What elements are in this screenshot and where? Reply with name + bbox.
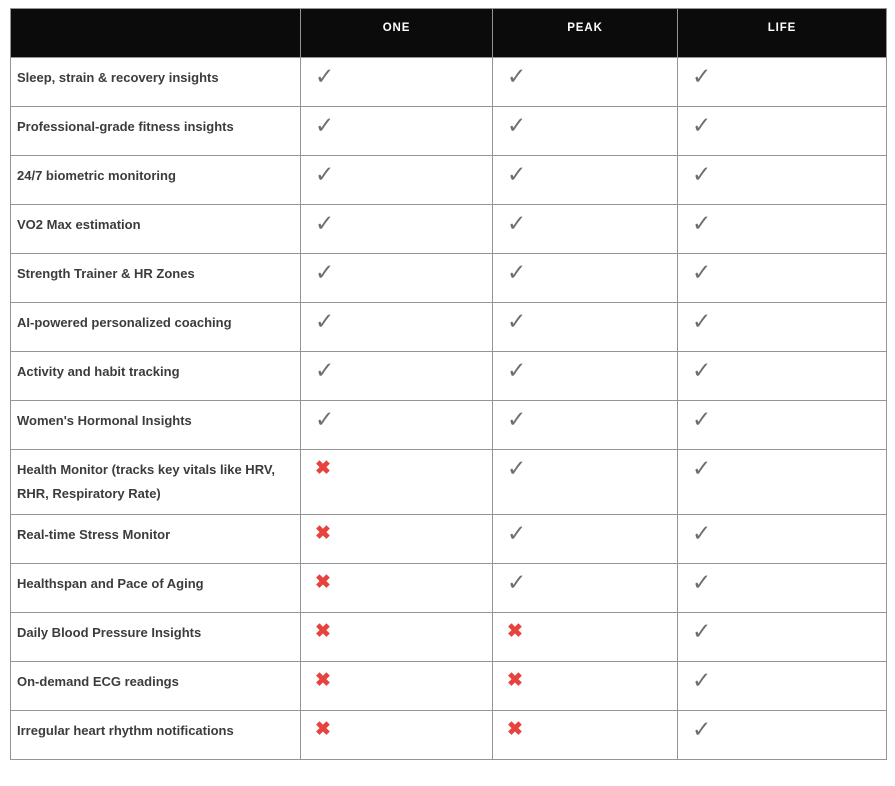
check-icon: ✓ — [692, 569, 712, 595]
cell-one — [301, 662, 493, 711]
feature-label: Women's Hormonal Insights — [11, 401, 301, 450]
table-row — [11, 450, 887, 515]
feature-label: Strength Trainer & HR Zones — [11, 254, 301, 303]
table-row — [11, 352, 887, 401]
feature-label: VO2 Max estimation — [11, 205, 301, 254]
table-row — [11, 613, 887, 662]
cell-peak — [493, 303, 678, 352]
cell-one — [301, 352, 493, 401]
cross-icon: ✖ — [507, 621, 523, 642]
table-row — [11, 254, 887, 303]
cross-icon: ✖ — [315, 458, 331, 479]
check-icon: ✓ — [507, 308, 527, 334]
cross-icon: ✖ — [315, 523, 331, 544]
feature-label: Real-time Stress Monitor — [11, 515, 301, 564]
check-icon: ✓ — [692, 667, 712, 693]
cell-life — [678, 564, 887, 613]
check-icon: ✓ — [507, 259, 527, 285]
cell-life — [678, 450, 887, 515]
check-icon: ✓ — [315, 112, 335, 138]
cell-one — [301, 205, 493, 254]
cell-life — [678, 254, 887, 303]
table-row — [11, 303, 887, 352]
cross-icon: ✖ — [315, 670, 331, 691]
cross-icon: ✖ — [507, 719, 523, 740]
feature-label: Irregular heart rhythm notifications — [11, 711, 301, 760]
cell-peak — [493, 352, 678, 401]
table-row — [11, 711, 887, 760]
cell-peak — [493, 515, 678, 564]
feature-label: Sleep, strain & recovery insights — [11, 58, 301, 107]
check-icon: ✓ — [507, 455, 527, 481]
table-row — [11, 401, 887, 450]
cell-peak — [493, 450, 678, 515]
check-icon: ✓ — [315, 357, 335, 383]
check-icon: ✓ — [507, 161, 527, 187]
column-header-life: LIFE — [678, 9, 887, 58]
cell-life — [678, 107, 887, 156]
check-icon: ✓ — [692, 618, 712, 644]
check-icon: ✓ — [315, 308, 335, 334]
check-icon: ✓ — [692, 161, 712, 187]
cross-icon: ✖ — [315, 572, 331, 593]
column-header-peak: PEAK — [493, 9, 678, 58]
check-icon: ✓ — [692, 357, 712, 383]
cell-one — [301, 515, 493, 564]
check-icon: ✓ — [315, 210, 335, 236]
table-row — [11, 515, 887, 564]
check-icon: ✓ — [315, 259, 335, 285]
cross-icon: ✖ — [315, 621, 331, 642]
cell-life — [678, 352, 887, 401]
feature-label: Professional-grade fitness insights — [11, 107, 301, 156]
cell-one — [301, 107, 493, 156]
cell-peak — [493, 254, 678, 303]
check-icon: ✓ — [507, 210, 527, 236]
cell-one — [301, 303, 493, 352]
cell-one — [301, 254, 493, 303]
check-icon: ✓ — [692, 308, 712, 334]
feature-label: On-demand ECG readings — [11, 662, 301, 711]
table-row — [11, 662, 887, 711]
cell-peak — [493, 156, 678, 205]
cell-peak — [493, 613, 678, 662]
cell-peak — [493, 107, 678, 156]
feature-label: Health Monitor (tracks key vitals like HRV, RHR, Respiratory Rate) — [11, 450, 301, 515]
cell-life — [678, 58, 887, 107]
cell-one — [301, 564, 493, 613]
check-icon: ✓ — [507, 112, 527, 138]
plan-comparison-table — [10, 8, 887, 760]
cell-peak — [493, 205, 678, 254]
feature-label: Activity and habit tracking — [11, 352, 301, 401]
check-icon: ✓ — [692, 210, 712, 236]
cell-life — [678, 515, 887, 564]
feature-label: 24/7 biometric monitoring — [11, 156, 301, 205]
table-row — [11, 156, 887, 205]
table-row — [11, 107, 887, 156]
check-icon: ✓ — [692, 455, 712, 481]
cell-peak — [493, 58, 678, 107]
feature-table-body — [11, 58, 887, 760]
cell-one — [301, 711, 493, 760]
cell-one — [301, 156, 493, 205]
check-icon: ✓ — [507, 406, 527, 432]
check-icon: ✓ — [507, 569, 527, 595]
feature-label: Healthspan and Pace of Aging — [11, 564, 301, 613]
cell-peak — [493, 662, 678, 711]
check-icon: ✓ — [507, 357, 527, 383]
column-header-one: ONE — [301, 9, 493, 58]
table-row — [11, 564, 887, 613]
check-icon: ✓ — [315, 406, 335, 432]
check-icon: ✓ — [507, 63, 527, 89]
check-icon: ✓ — [692, 63, 712, 89]
cell-one — [301, 450, 493, 515]
header-row — [11, 9, 887, 58]
check-icon: ✓ — [692, 406, 712, 432]
cell-peak — [493, 711, 678, 760]
check-icon: ✓ — [692, 520, 712, 546]
cell-life — [678, 711, 887, 760]
cell-one — [301, 613, 493, 662]
cross-icon: ✖ — [507, 670, 523, 691]
column-header-feature — [11, 9, 301, 58]
feature-label: Daily Blood Pressure Insights — [11, 613, 301, 662]
cell-peak — [493, 564, 678, 613]
check-icon: ✓ — [315, 161, 335, 187]
feature-label: AI-powered personalized coaching — [11, 303, 301, 352]
cell-life — [678, 401, 887, 450]
table-row — [11, 58, 887, 107]
cell-life — [678, 205, 887, 254]
cell-one — [301, 58, 493, 107]
check-icon: ✓ — [692, 259, 712, 285]
check-icon: ✓ — [692, 112, 712, 138]
cross-icon: ✖ — [315, 719, 331, 740]
check-icon: ✓ — [507, 520, 527, 546]
cell-life — [678, 303, 887, 352]
cell-life — [678, 156, 887, 205]
cell-life — [678, 613, 887, 662]
table-row — [11, 205, 887, 254]
cell-life — [678, 662, 887, 711]
check-icon: ✓ — [315, 63, 335, 89]
cell-one — [301, 401, 493, 450]
check-icon: ✓ — [692, 716, 712, 742]
cell-peak — [493, 401, 678, 450]
